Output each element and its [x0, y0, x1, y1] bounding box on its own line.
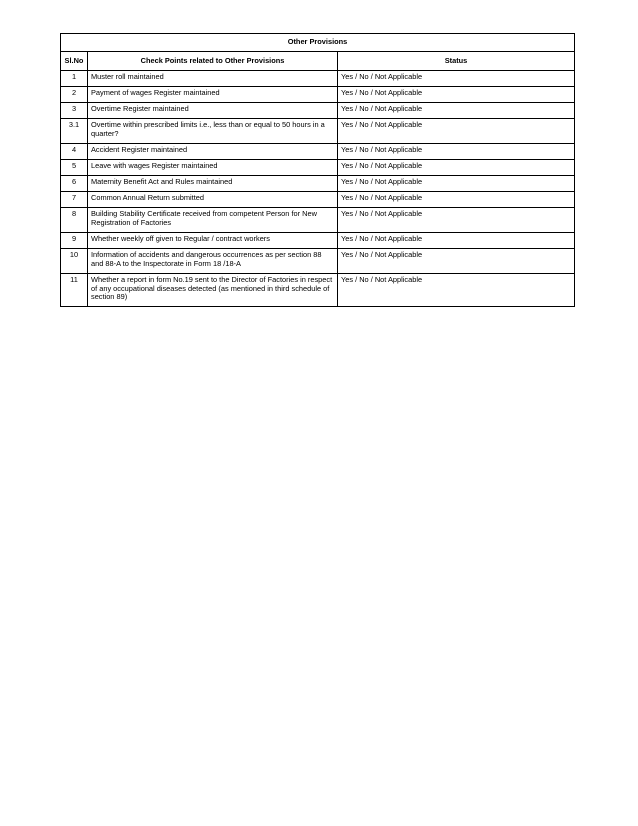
row-number: 10 [61, 249, 88, 274]
row-check-point: Maternity Benefit Act and Rules maintained [88, 176, 338, 192]
table-row [61, 103, 575, 119]
row-number: 2 [61, 87, 88, 103]
table-row [61, 208, 575, 233]
table-row [61, 233, 575, 249]
table-row [61, 160, 575, 176]
row-check-point: Overtime within prescribed limits i.e., less than or equal to 50 hours in a quarter? [88, 119, 338, 144]
row-number: 9 [61, 233, 88, 249]
row-check-point: Accident Register maintained [88, 144, 338, 160]
row-status: Yes / No / Not Applicable [338, 160, 575, 176]
header-check-points: Check Points related to Other Provisions [88, 52, 338, 71]
row-check-point: Payment of wages Register maintained [88, 87, 338, 103]
row-check-point: Common Annual Return submitted [88, 192, 338, 208]
row-check-point: Whether a report in form No.19 sent to the Director of Factories in respect of any occupational diseases detected (as mentioned in third schedule of section 89) [88, 274, 338, 307]
row-status: Yes / No / Not Applicable [338, 87, 575, 103]
table-row [61, 119, 575, 144]
row-number: 3.1 [61, 119, 88, 144]
row-number: 5 [61, 160, 88, 176]
row-number: 7 [61, 192, 88, 208]
row-status: Yes / No / Not Applicable [338, 192, 575, 208]
table-row [61, 176, 575, 192]
table-header-row [61, 52, 575, 71]
table-row [61, 71, 575, 87]
row-check-point: Whether weekly off given to Regular / contract workers [88, 233, 338, 249]
other-provisions-table [60, 33, 575, 307]
row-status: Yes / No / Not Applicable [338, 119, 575, 144]
row-number: 1 [61, 71, 88, 87]
row-check-point: Muster roll maintained [88, 71, 338, 87]
row-status: Yes / No / Not Applicable [338, 274, 575, 307]
row-number: 4 [61, 144, 88, 160]
row-status: Yes / No / Not Applicable [338, 71, 575, 87]
row-number: 6 [61, 176, 88, 192]
row-status: Yes / No / Not Applicable [338, 249, 575, 274]
table-row [61, 87, 575, 103]
row-check-point: Information of accidents and dangerous occurrences as per section 88 and 88-A to the Inspectorate in Form 18 /18-A [88, 249, 338, 274]
row-check-point: Overtime Register maintained [88, 103, 338, 119]
row-status: Yes / No / Not Applicable [338, 144, 575, 160]
header-sl-no: Sl.No [61, 52, 88, 71]
table-title-row [61, 34, 575, 52]
header-status: Status [338, 52, 575, 71]
row-status: Yes / No / Not Applicable [338, 208, 575, 233]
row-status: Yes / No / Not Applicable [338, 176, 575, 192]
table-row [61, 192, 575, 208]
row-status: Yes / No / Not Applicable [338, 103, 575, 119]
row-check-point: Building Stability Certificate received from competent Person for New Registration of Factories [88, 208, 338, 233]
row-check-point: Leave with wages Register maintained [88, 160, 338, 176]
row-number: 11 [61, 274, 88, 307]
row-number: 3 [61, 103, 88, 119]
row-status: Yes / No / Not Applicable [338, 233, 575, 249]
table-title: Other Provisions [61, 34, 575, 52]
table-row [61, 249, 575, 274]
row-number: 8 [61, 208, 88, 233]
table-row [61, 144, 575, 160]
table-row [61, 274, 575, 307]
